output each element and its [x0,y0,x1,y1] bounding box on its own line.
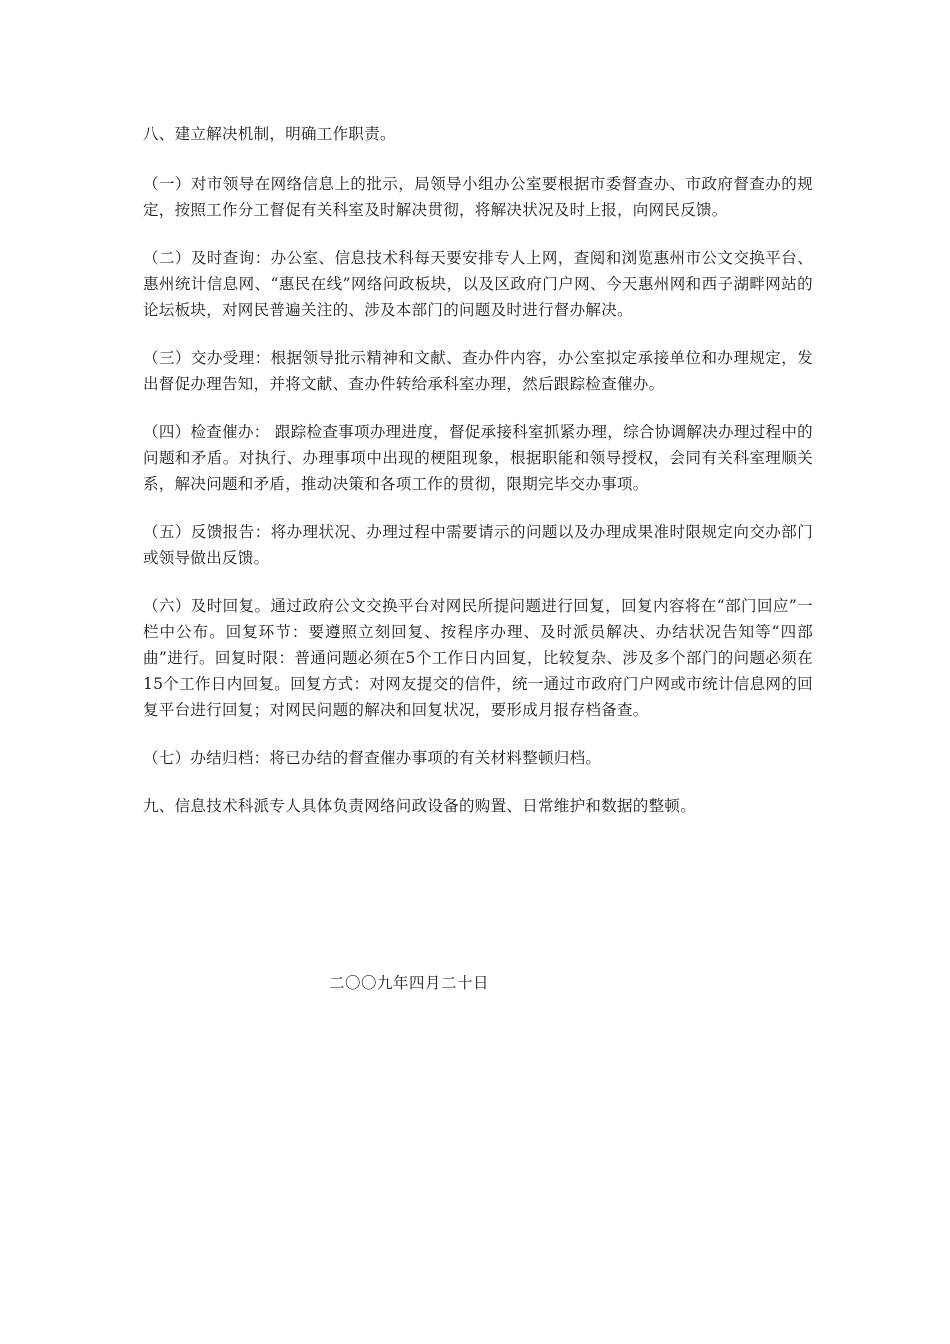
document-body [143,121,813,841]
item-7-paragraph: （七）办结归档：将已办结的督查催办事项的有关材料整顿归档。 [143,749,602,767]
section-9-paragraph: 九、信息技术科派专人具体负责网络问政设备的购置、日常维护和数据的整顿。 [143,797,697,815]
item-6-paragraph: （六）及时回复。通过政府公文交换平台对网民所提问题进行回复，回复内容将在“部门回应”一栏中公布。回复环节：要遵照立刻回复、按程序办理、及时派员解决、办结状况告知等“四部曲”进行。回复时限：普通问题必须在5个工作日内回复，比较复杂、涉及多个部门的问题必须在15个工作日内回复。回复方式：对网友提交的信件，统一通过市政府门户网或市统计信息网的回复平台进行回复；对网民问题的解决和回复状况，要形成月报存档备查。 [143,597,813,719]
section-8-heading: 八、建立解决机制，明确工作职责。 [143,125,396,143]
item-1-paragraph: （一）对市领导在网络信息上的批示，局领导小组办公室要根据市委督查办、市政府督查办的规定，按照工作分工督促有关科室及时解决贯彻，将解决状况及时上报，向网民反馈。 [143,175,813,219]
item-2-paragraph: （二）及时查询：办公室、信息技术科每天要安排专人上网，查阅和浏览惠州市公文交换平台、惠州统计信息网、“惠民在线”网络问政板块，以及区政府门户网、今天惠州网和西子湖畔网站的论坛板块，对网民普遍关注的、涉及本部门的问题及时进行督办解决。 [143,249,813,319]
item-4-paragraph: （四）检查催办： 跟踪检查事项办理进度，督促承接科室抓紧办理，综合协调解决办理过程中的问题和矛盾。对执行、办理事项中出现的梗阻现象，根据职能和领导授权，会同有关科室理顺关系，解决问题和矛盾，推动决策和各项工作的贯彻，限期完毕交办事项。 [143,423,813,493]
item-3-paragraph: （三）交办受理：根据领导批示精神和文献、查办件内容，办公室拟定承接单位和办理规定，发出督促办理告知，并将文献、查办件转给承科室办理，然后跟踪检查催办。 [143,349,813,393]
item-5-paragraph: （五）反馈报告：将办理状况、办理过程中需要请示的问题以及办理成果准时限规定向交办部门或领导做出反馈。 [143,523,813,567]
document-date: 二〇〇九年四月二十日 [329,974,490,992]
